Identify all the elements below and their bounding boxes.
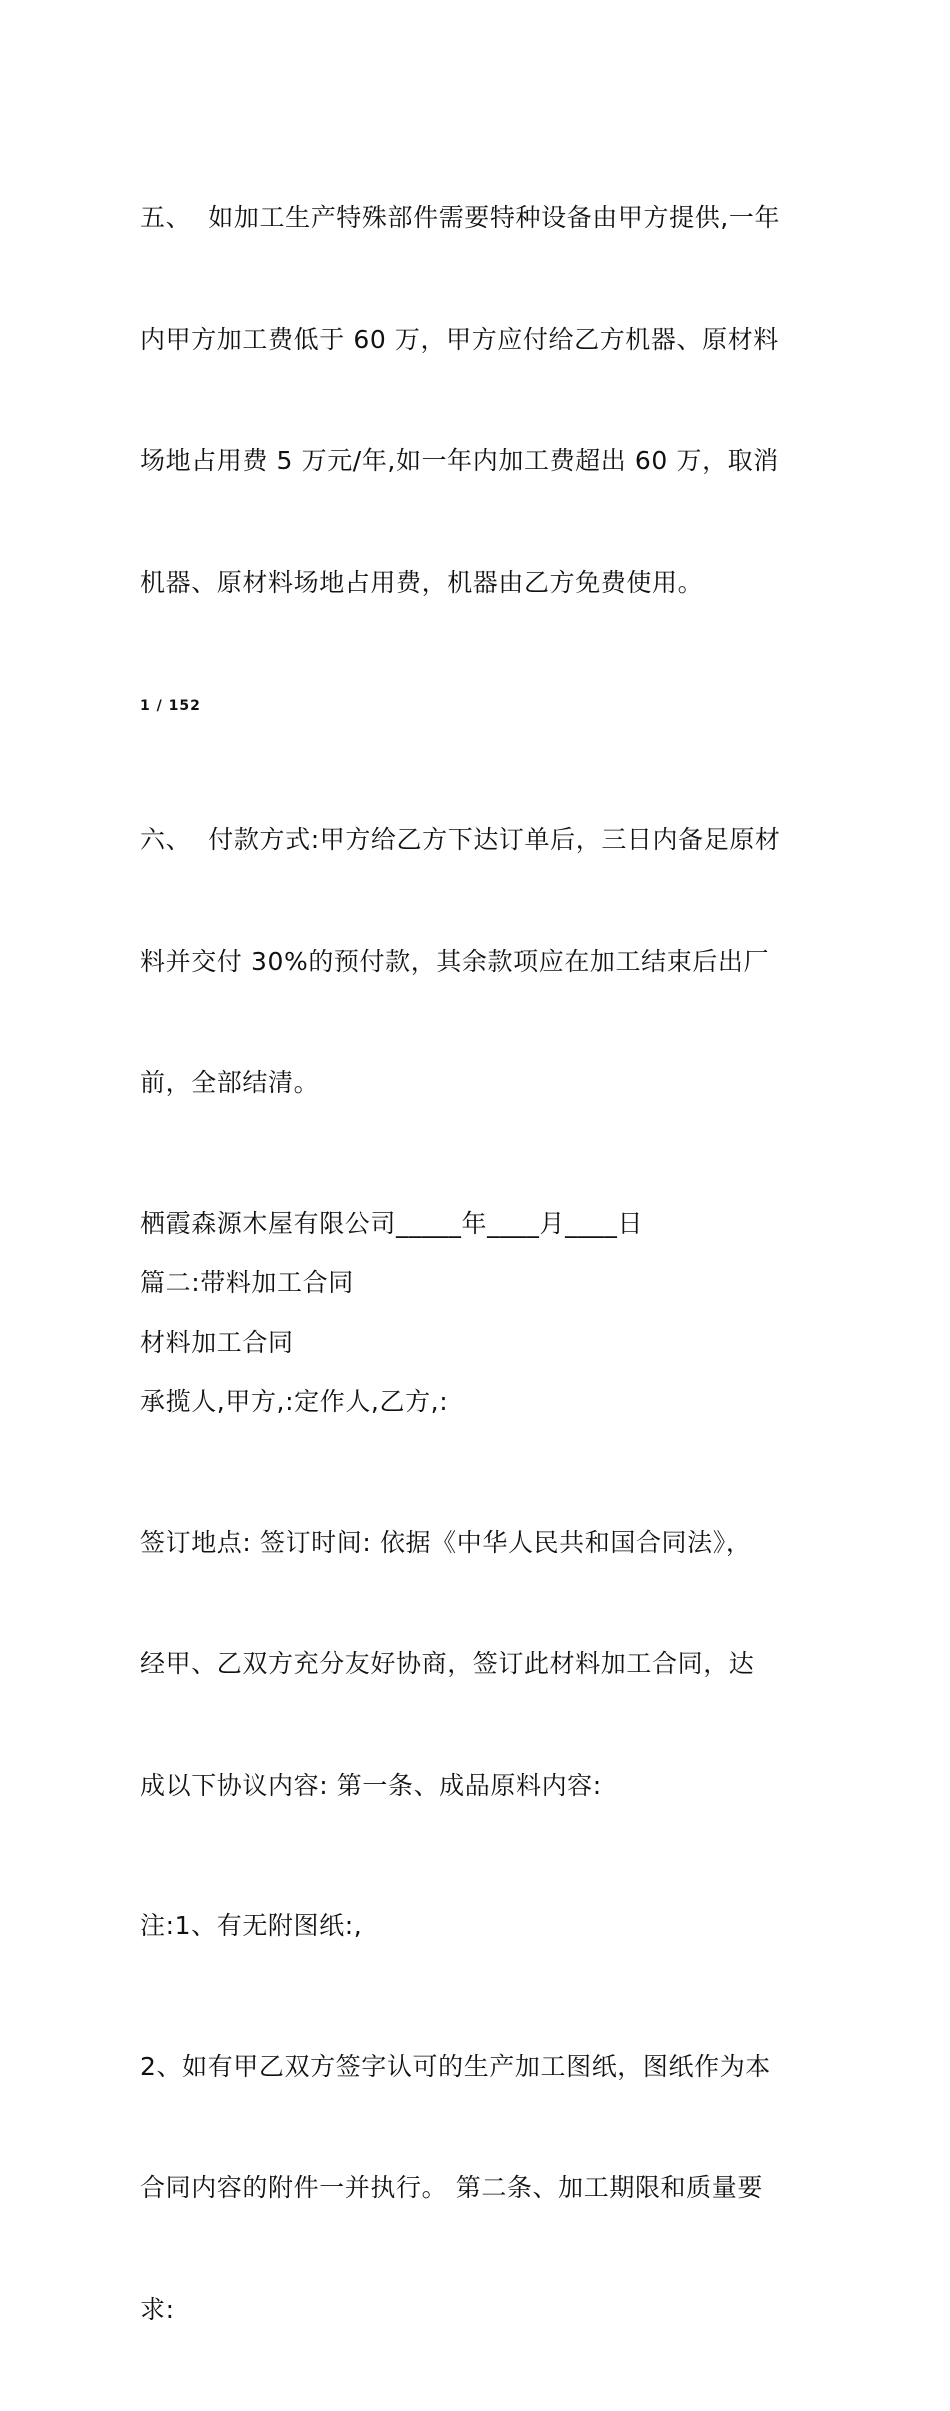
parties-line: 承揽人,甲方,:定作人,乙方,: bbox=[140, 1382, 820, 1423]
text-line: 六、 付款方式:甲方给乙方下达订单后，三日内备足原材 bbox=[140, 820, 820, 861]
text-line: 场地占用费 5 万元/年,如一年内加工费超出 60 万，取消 bbox=[140, 441, 820, 482]
text-line: 前，全部结清。 bbox=[140, 1063, 820, 1104]
company-date-line: 栖霞森源木屋有限公司_____年____月____日 bbox=[140, 1204, 820, 1245]
text-line: 经甲、乙双方充分友好协商，签订此材料加工合同，达 bbox=[140, 1644, 820, 1685]
chapter-title: 篇二:带料加工合同 bbox=[140, 1263, 820, 1304]
note-two-paragraph bbox=[140, 1966, 820, 2411]
section-six-paragraph bbox=[140, 739, 820, 1185]
text-line: 五、 如加工生产特殊部件需要特种设备由甲方提供,一年 bbox=[140, 198, 820, 239]
document-page bbox=[140, 117, 820, 2411]
note-one: 注:1、有无附图纸:, bbox=[140, 1906, 820, 1947]
text-line: 料并交付 30%的预付款，其余款项应在加工结束后出厂 bbox=[140, 942, 820, 983]
text-line: 求: bbox=[140, 2290, 820, 2331]
text-line: 内甲方加工费低于 60 万，甲方应付给乙方机器、原材料 bbox=[140, 320, 820, 361]
text-line: 成以下协议内容: 第一条、成品原料内容: bbox=[140, 1766, 820, 1807]
text-line: 2、如有甲乙双方签字认可的生产加工图纸，图纸作为本 bbox=[140, 2047, 820, 2088]
contract-title: 材料加工合同 bbox=[140, 1323, 820, 1364]
section-five-paragraph bbox=[140, 117, 820, 684]
text-line: 机器、原材料场地占用费，机器由乙方免费使用。 bbox=[140, 563, 820, 604]
intro-paragraph bbox=[140, 1442, 820, 1888]
page-number: 1 / 152 bbox=[140, 696, 820, 716]
text-line: 合同内容的附件一并执行。 第二条、加工期限和质量要 bbox=[140, 2168, 820, 2209]
text-line: 签订地点: 签订时间: 依据《中华人民共和国合同法》， bbox=[140, 1523, 820, 1564]
